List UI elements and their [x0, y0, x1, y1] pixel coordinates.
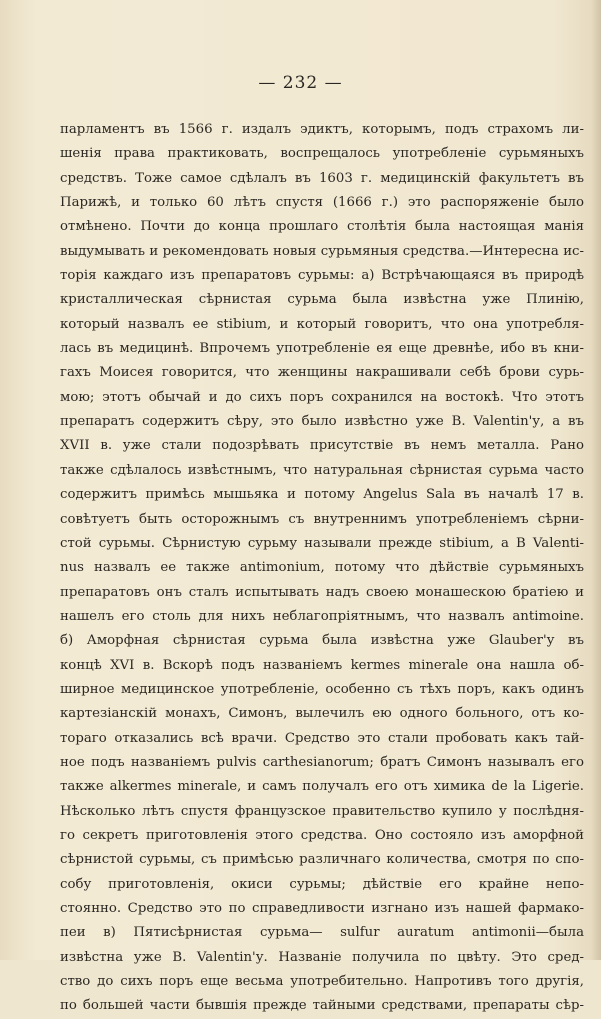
- text-line: по большей части бывшія прежде тайными средствами, препараты сѣр-: [60, 998, 584, 1014]
- text-line: ширное медицинское употребленіе, особенно съ тѣхъ поръ, какъ одинъ: [60, 681, 584, 697]
- text-line: также alkermes minerale, и самъ получалъ его отъ химика de la Ligerie.: [60, 779, 584, 795]
- text-line: средствъ. Тоже самое сдѣлалъ въ 1603 г. медицинскій факультетъ въ: [60, 170, 584, 186]
- text-line: ное подъ названіемъ pulvis carthesianorum; братъ Симонъ называлъ его: [60, 754, 584, 770]
- text-line: Парижѣ, и только 60 лѣтъ спустя (1666 г.) это распоряженіе было: [60, 195, 584, 211]
- body-text: [60, 118, 584, 1019]
- text-line: отмѣнено. Почти до конца прошлаго столѣтія была настоящая манія: [60, 219, 584, 235]
- text-line: также сдѣлалось извѣстнымъ, что натуральная сѣрнистая сурьма часто: [60, 462, 584, 478]
- text-line: тораго отказались всѣ врачи. Средство это стали пробовать какъ тай-: [60, 730, 584, 746]
- text-line: Нѣсколько лѣтъ спустя французское правительство купило у послѣдня-: [60, 803, 584, 819]
- text-line: nus назвалъ ее также antimonium, потому что дѣйствіе сурьмяныхъ: [60, 560, 584, 576]
- text-line: картезіанскій монахъ, Симонъ, вылечилъ ею одного больного, отъ ко-: [60, 706, 584, 722]
- text-line: го секретъ приготовленія этого средства. Оно состояло изъ аморфной: [60, 827, 584, 843]
- text-line: ство до сихъ поръ еще весьма употребительно. Напротивъ того другія,: [60, 974, 584, 990]
- text-line: мою; этотъ обычай и до сихъ поръ сохранился на востокѣ. Что этотъ: [60, 389, 584, 405]
- text-line: гахъ Моисея говорится, что женщины накрашивали себѣ брови сурь-: [60, 365, 584, 381]
- text-line: лась въ медицинѣ. Впрочемъ употребленіе ея еще древнѣе, ибо въ кни-: [60, 341, 584, 357]
- text-line: шенія права практиковать, воспрещалось употребленіе сурьмяныхъ: [60, 146, 584, 162]
- text-line: концѣ XVI в. Вскорѣ подъ названіемъ kermes minerale она нашла об-: [60, 657, 584, 673]
- page-number: — 232 —: [258, 73, 343, 93]
- text-line: б) Аморфная сѣрнистая сурьма была извѣстна уже Glauber'у въ: [60, 633, 584, 649]
- text-line: собу приготовленія, окиси сурьмы; дѣйствіе его крайне непо-: [60, 876, 584, 892]
- text-line: который назвалъ ее stibium, и который говоритъ, что она употребля-: [60, 316, 584, 332]
- text-line: извѣстна уже В. Valentin'у. Названіе получила по цвѣту. Это сред-: [60, 949, 584, 965]
- text-line: препаратовъ онъ сталъ испытывать надъ своею монашескою братіею и: [60, 584, 584, 600]
- text-line: препаратъ содержитъ сѣру, это было извѣстно уже В. Valentin'у, а въ: [60, 414, 584, 430]
- text-line: пеи в) Пятисѣрнистая сурьма— sulfur auratum antimonii—была: [60, 925, 584, 941]
- text-line: торія каждаго изъ препаратовъ сурьмы: а) Встрѣчающаяся въ природѣ: [60, 268, 584, 284]
- text-line: парламентъ въ 1566 г. издалъ эдиктъ, которымъ, подъ страхомъ ли-: [60, 122, 584, 137]
- text-line: стой сурьмы. Сѣрнистую сурьму называли прежде stibium, а В Valenti-: [60, 535, 584, 551]
- text-line: стоянно. Средство это по справедливости изгнано изъ нашей фармако-: [60, 901, 584, 916]
- text-line: XVII в. уже стали подозрѣвать присутствіе въ немъ металла. Рано: [60, 438, 584, 454]
- text-line: нашелъ его столь для нихъ неблагопріятнымъ, что назвалъ antimoine.: [60, 608, 584, 624]
- page-edge-shadow: [591, 0, 601, 960]
- text-line: выдумывать и рекомендовать новыя сурьмяныя средства.—Интересна ис-: [60, 243, 584, 259]
- text-line: совѣтуетъ быть осторожнымъ съ внутреннимъ употребленіемъ сѣрни-: [60, 511, 584, 527]
- text-line: кристаллическая сѣрнистая сурьма была извѣстна уже Плинію,: [60, 292, 584, 308]
- text-line: сѣрнистой сурьмы, съ примѣсью различнаго количества, смотря по спо-: [60, 852, 584, 868]
- text-line: содержитъ примѣсь мышьяка и потому Angelus Sala въ началѣ 17 в.: [60, 487, 584, 503]
